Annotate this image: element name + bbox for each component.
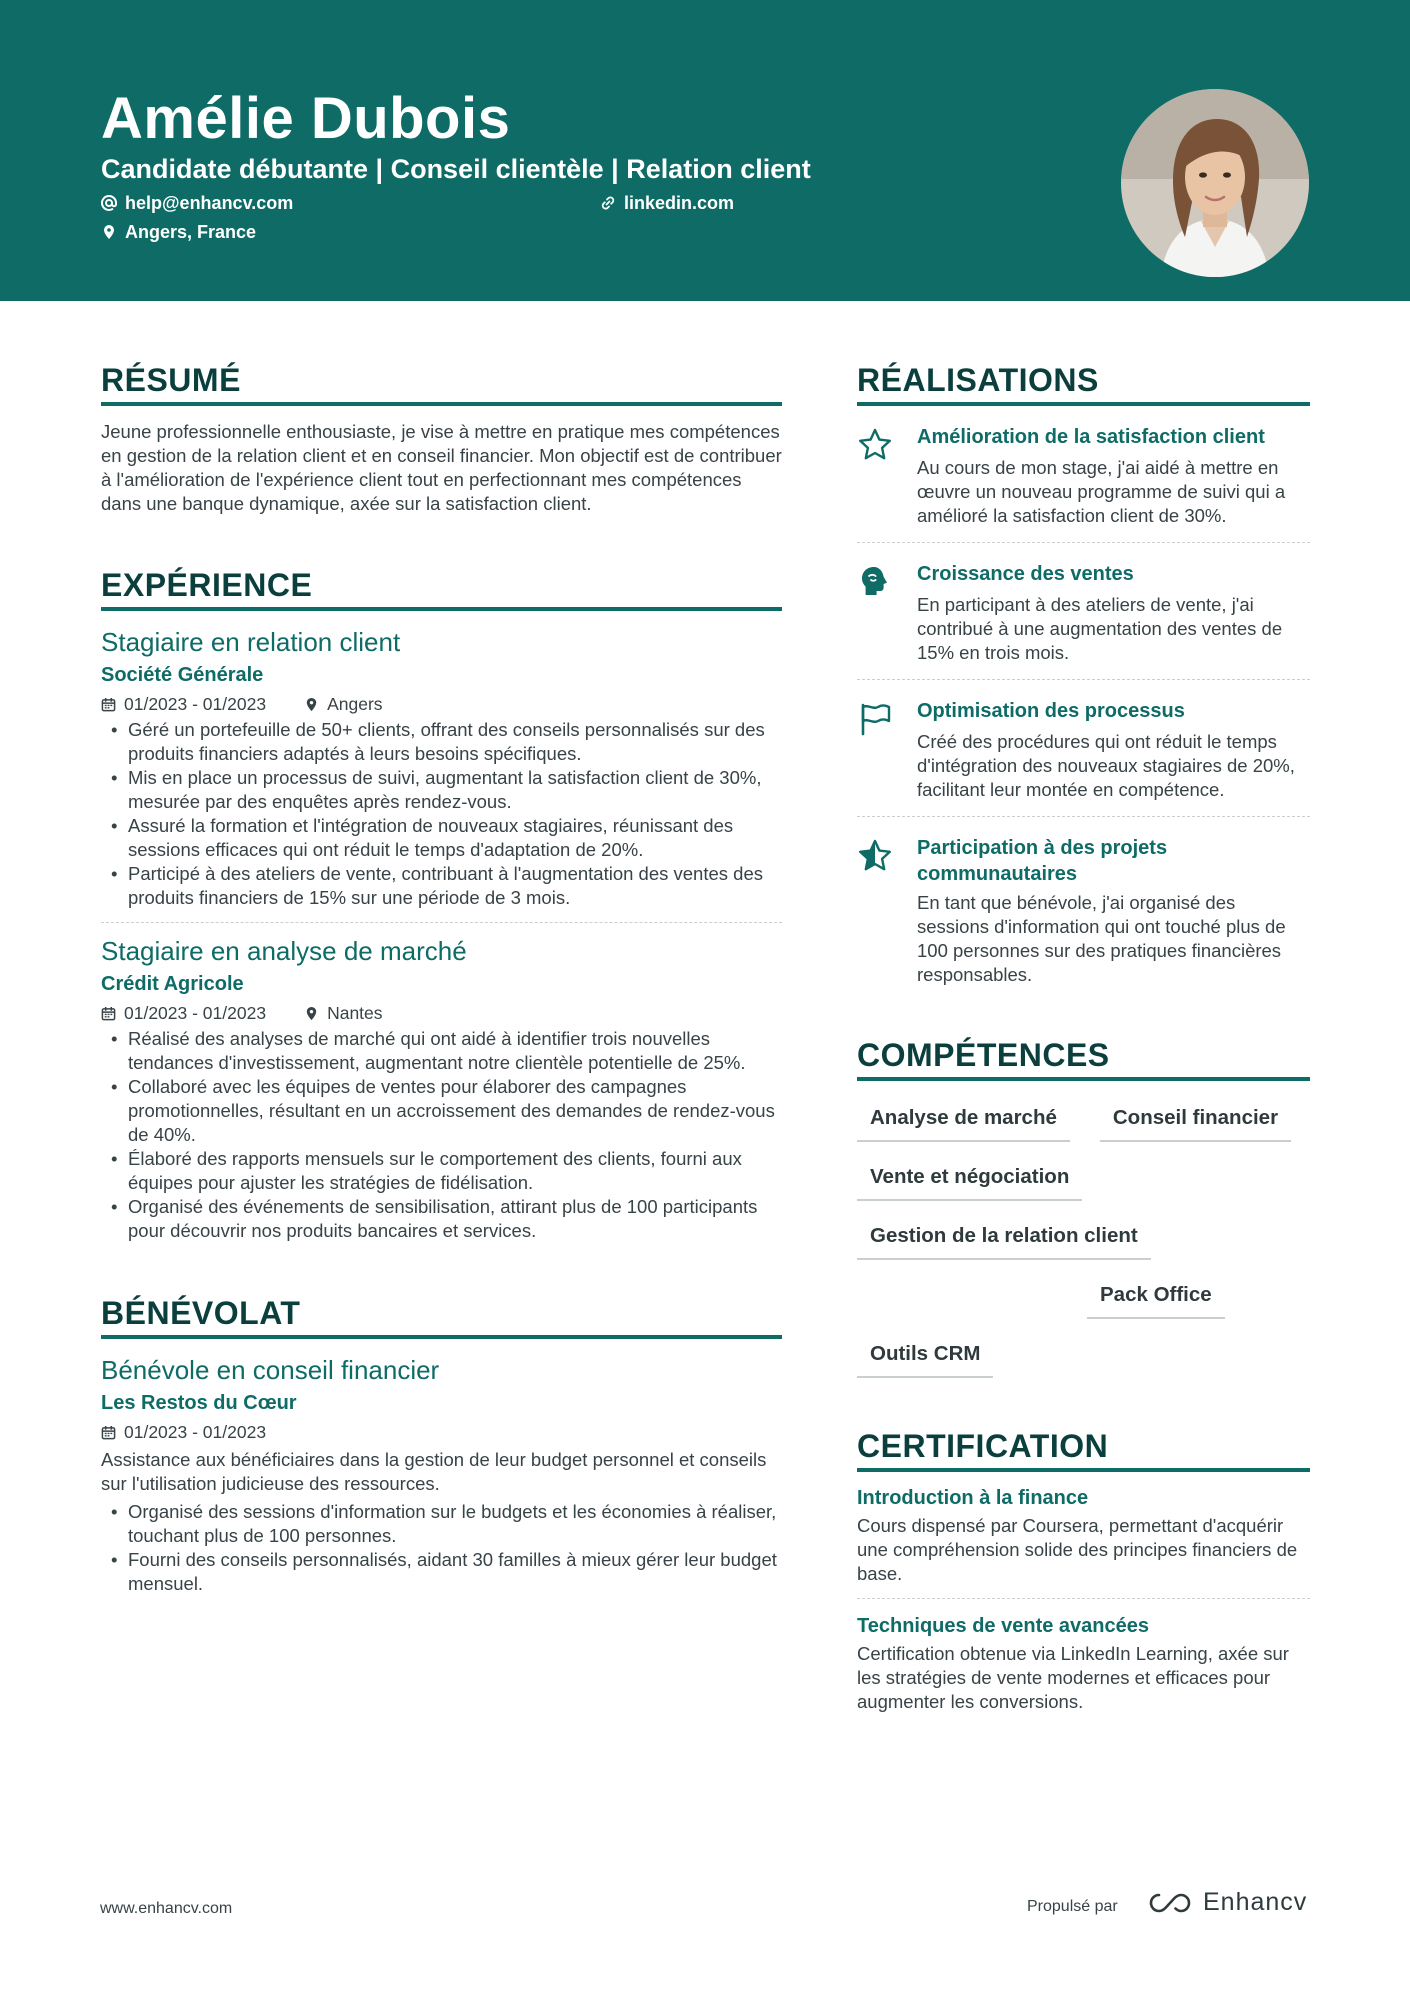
enhancv-logo[interactable] <box>1147 1888 1307 1917</box>
list-item: • Assuré la formation et l'intégration de nouveaux stagiaires, réunissant des sessions efficaces qui ont réduit le temps d'adaptation de 20%. <box>101 814 782 862</box>
certification-title: Techniques de vente avancées <box>857 1615 1149 1637</box>
calendar-icon <box>101 697 116 712</box>
infinity-logo-icon <box>1147 1891 1193 1915</box>
skill-tag: Conseil financier <box>1100 1103 1291 1142</box>
flag-icon <box>857 701 893 737</box>
location-pin-icon <box>304 1006 319 1021</box>
calendar-icon <box>101 1006 116 1021</box>
job-bullets <box>101 1027 782 1243</box>
achievement-title: Croissance des ventes <box>917 563 1134 585</box>
candidate-name: Amélie Dubois <box>101 86 511 151</box>
job-entry <box>101 935 782 1243</box>
achievement-title: Participation à des projets communautaires <box>917 837 1168 885</box>
contact-location <box>101 221 256 243</box>
at-icon <box>101 195 117 211</box>
summary-section <box>101 360 782 516</box>
location-text: Angers, France <box>125 222 257 242</box>
job-meta <box>101 1002 782 1024</box>
volunteer-heading: BÉNÉVOLAT <box>101 1293 782 1339</box>
certification-desc: Cours dispensé par Coursera, permettant d'acquérir une compréhension solide des principes financiers de base. <box>857 1515 1298 1584</box>
achievement-title: Optimisation des processus <box>917 700 1185 722</box>
achievement-desc: Créé des procédures qui ont réduit le temps d'intégration des nouveaux stagiaires de 20%, facilitant leur montée en compétence. <box>917 731 1295 800</box>
skill-tag: Pack Office <box>1087 1280 1225 1319</box>
location-pin-icon <box>304 697 319 712</box>
divider <box>101 922 782 923</box>
link-icon <box>600 195 616 211</box>
certification-title: Introduction à la finance <box>857 1487 1089 1509</box>
divider <box>857 1598 1310 1599</box>
summary-text: Jeune professionnelle enthousiaste, je vise à mettre en pratique mes compétences en gestion de la relation client et en conseil financier. Mon objectif est de contribuer à l'amélioration de l'expérience client tout en perfectionnant mes compétences dans une banque dynamique, axée sur la satisfaction client. <box>101 421 782 514</box>
contact-linkedin[interactable] <box>600 192 734 214</box>
divider <box>857 816 1310 817</box>
list-item: • Mis en place un processus de suivi, augmentant la satisfaction client de 30%, mesurée par des enquêtes après rendez-vous. <box>101 766 782 814</box>
list-item: • Collaboré avec les équipes de ventes pour élaborer des campagnes promotionnelles, résultant en un accroissement des demandes de rendez-vous de 40%. <box>101 1075 782 1147</box>
skills-list <box>857 1103 1317 1378</box>
volunteer-org: Les Restos du Cœur <box>101 1392 297 1414</box>
job-location: Angers <box>327 694 383 714</box>
volunteer-bullets <box>101 1500 782 1596</box>
certification-heading: CERTIFICATION <box>857 1426 1310 1472</box>
star-half-icon <box>857 838 893 874</box>
skills-heading: COMPÉTENCES <box>857 1035 1310 1081</box>
skill-tag: Outils CRM <box>857 1339 993 1378</box>
experience-heading: EXPÉRIENCE <box>101 565 782 611</box>
certification-item <box>857 1485 1310 1586</box>
skill-tag: Analyse de marché <box>857 1103 1070 1142</box>
job-entry <box>101 626 782 910</box>
certification-section <box>857 1426 1310 1714</box>
volunteer-dates: 01/2023 - 01/2023 <box>124 1422 267 1442</box>
certification-item <box>857 1613 1310 1714</box>
brand-name: Enhancv <box>1203 1888 1308 1916</box>
list-item: • Organisé des événements de sensibilisation, attirant plus de 100 participants pour découvrir nos produits bancaires et services. <box>101 1195 782 1243</box>
left-column <box>101 360 782 1596</box>
head-profile-icon <box>857 564 893 600</box>
job-bullets <box>101 718 782 910</box>
job-company: Société Générale <box>101 664 264 686</box>
achievement-desc: Au cours de mon stage, j'ai aidé à mettre en œuvre un nouveau programme de suivi qui a amélioré la satisfaction client de 30%. <box>917 457 1286 526</box>
achievements-section <box>857 360 1310 987</box>
linkedin-text: linkedin.com <box>624 193 735 213</box>
summary-heading: RÉSUMÉ <box>101 360 782 406</box>
profile-photo <box>1121 89 1309 277</box>
experience-section <box>101 565 782 1243</box>
job-dates: 01/2023 - 01/2023 <box>124 1003 267 1023</box>
achievements-heading: RÉALISATIONS <box>857 360 1310 406</box>
email-text: help@enhancv.com <box>125 193 294 213</box>
job-role: Stagiaire en relation client <box>101 627 401 657</box>
list-item: • Réalisé des analyses de marché qui ont aidé à identifier trois nouvelles tendances d'investissement, augmentant notre clientèle potentielle de 25%. <box>101 1027 782 1075</box>
job-role: Stagiaire en analyse de marché <box>101 936 467 966</box>
list-item: • Fourni des conseils personnalisés, aidant 30 familles à mieux gérer leur budget mensuel. <box>101 1548 782 1596</box>
contact-email[interactable] <box>101 192 293 214</box>
calendar-icon <box>101 1425 116 1440</box>
skill-tag: Gestion de la relation client <box>857 1221 1151 1260</box>
location-pin-icon <box>101 224 117 240</box>
divider <box>857 679 1310 680</box>
achievement-item <box>857 424 1310 528</box>
job-meta <box>101 693 782 715</box>
skill-tag: Vente et négociation <box>857 1162 1082 1201</box>
certification-desc: Certification obtenue via LinkedIn Learning, axée sur les stratégies de vente modernes et efficaces pour augmenter les conversions. <box>857 1643 1289 1712</box>
list-item: • Élaboré des rapports mensuels sur le comportement des clients, fourni aux équipes pour ajuster les stratégies de fidélisation. <box>101 1147 782 1195</box>
job-company: Crédit Agricole <box>101 973 244 995</box>
header-banner <box>0 0 1410 301</box>
achievement-title: Amélioration de la satisfaction client <box>917 426 1265 448</box>
divider <box>857 542 1310 543</box>
list-item: • Participé à des ateliers de vente, contribuant à l'augmentation des ventes des produits financiers de 15% sur une période de 3 mois. <box>101 862 782 910</box>
footer-url[interactable]: www.enhancv.com <box>100 1900 233 1917</box>
achievement-desc: En tant que bénévole, j'ai organisé des sessions d'information qui ont touché plus de 100 personnes sur des pratiques financières responsables. <box>917 892 1286 985</box>
volunteer-role: Bénévole en conseil financier <box>101 1355 440 1385</box>
job-dates: 01/2023 - 01/2023 <box>124 694 267 714</box>
achievement-desc: En participant à des ateliers de vente, j'ai contribué à une augmentation des ventes de 15% en trois mois. <box>917 594 1283 663</box>
footer-powered-by: Propulsé par <box>1027 1898 1118 1915</box>
star-outline-icon <box>857 427 893 463</box>
skills-section <box>857 1035 1310 1378</box>
list-item: • Organisé des sessions d'information sur le budgets et les économies à réaliser, touchant plus de 100 personnes. <box>101 1500 782 1548</box>
right-column <box>857 360 1310 1714</box>
candidate-subtitle: Candidate débutante | Conseil clientèle | Relation client <box>101 154 811 184</box>
volunteer-section <box>101 1293 782 1596</box>
volunteer-meta <box>101 1421 782 1443</box>
achievement-item <box>857 698 1310 802</box>
achievement-item <box>857 561 1310 665</box>
list-item: • Géré un portefeuille de 50+ clients, offrant des conseils personnalisés sur des produits financiers adaptés à leurs besoins spécifiques. <box>101 718 782 766</box>
achievement-item <box>857 835 1310 987</box>
volunteer-description: Assistance aux bénéficiaires dans la gestion de leur budget personnel et conseils sur l'utilisation judicieuse des ressources. <box>101 1449 767 1494</box>
job-location: Nantes <box>327 1003 383 1023</box>
